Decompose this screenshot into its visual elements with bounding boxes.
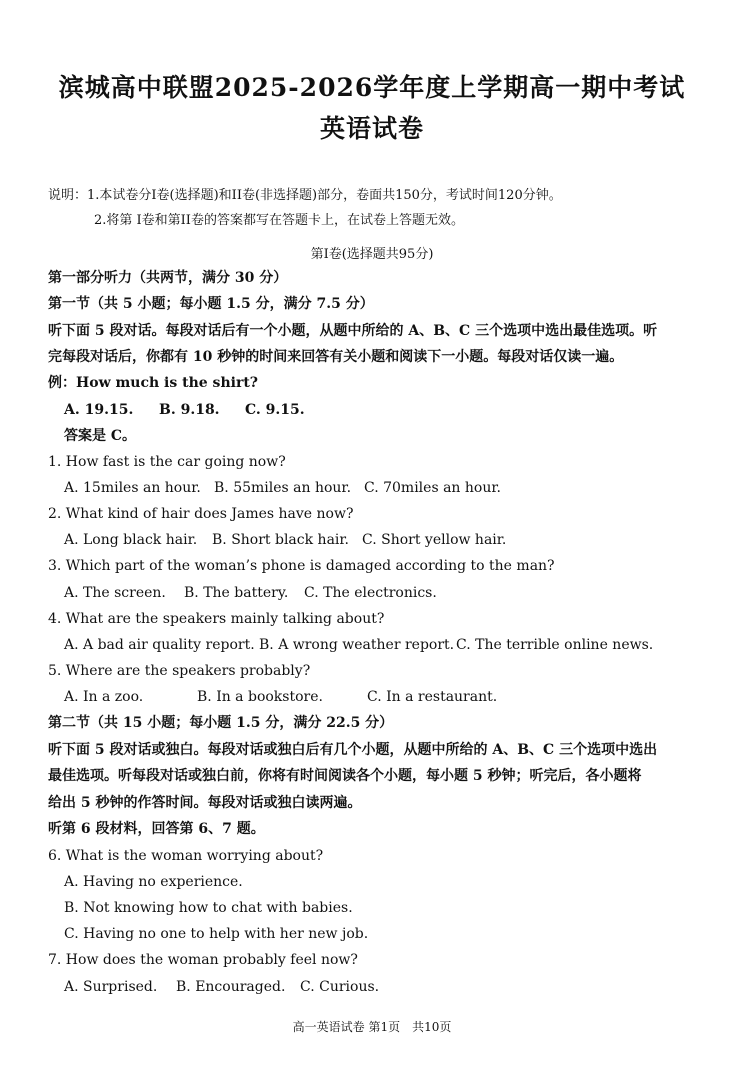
q2-option-a: A. Long black hair.	[64, 532, 198, 548]
q3-option-b: B. The battery.	[184, 585, 289, 601]
q2-option-c: C. Short yellow hair.	[362, 532, 507, 548]
q7-option-a: A. Surprised.	[64, 979, 158, 995]
q7-option-c: C. Curious.	[300, 979, 380, 995]
section2-instr-1: 听下面 5 段对话或独白。每段对话或独白后有几个小题，从题中所给的 A、B、C 三个选项中选出	[48, 742, 658, 758]
q6-option-a: A. Having no experience.	[64, 874, 243, 890]
q1-option-c: C. 70miles an hour.	[364, 480, 501, 496]
section1-heading: 第一节（共 5 小题；每小题 1.5 分，满分 7.5 分）	[48, 296, 374, 312]
q4-option-c: C. The terrible online news.	[456, 637, 654, 653]
q5-option-a: A. In a zoo.	[64, 689, 144, 705]
question-3: 3. Which part of the woman’s phone is damaged according to the man?	[48, 558, 555, 574]
page-footer: 高一英语试卷 第1页 共10页	[292, 1020, 452, 1034]
q2-option-b: B. Short black hair.	[212, 532, 349, 548]
q1-option-a: A. 15miles an hour.	[64, 480, 201, 496]
part1-heading: 第一部分听力（共两节，满分 30 分）	[48, 270, 288, 286]
question-1: 1. How fast is the car going now?	[48, 454, 286, 470]
question-5: 5. Where are the speakers probably?	[48, 663, 311, 679]
q6-option-c: C. Having no one to help with her new job.	[64, 926, 369, 942]
material-6-heading: 听第 6 段材料，回答第 6、7 题。	[48, 821, 265, 837]
q5-option-b: B. In a bookstore.	[197, 689, 323, 705]
q5-option-c: C. In a restaurant.	[367, 689, 498, 705]
q1-option-b: B. 55miles an hour.	[214, 480, 352, 496]
question-6: 6. What is the woman worrying about?	[48, 848, 324, 864]
q4-option-b: B. A wrong weather report.	[259, 637, 455, 653]
exam-subtitle: 英语试卷	[319, 114, 424, 143]
q3-option-a: A. The screen.	[64, 585, 166, 601]
question-4: 4. What are the speakers mainly talking about?	[48, 611, 385, 627]
q6-option-b: B. Not knowing how to chat with babies.	[64, 900, 353, 916]
section2-heading: 第二节（共 15 小题；每小题 1.5 分，满分 22.5 分）	[48, 715, 394, 731]
question-2: 2. What kind of hair does James have now?	[48, 506, 354, 522]
exam-title: 滨城高中联盟2025-2026学年度上学期高一期中考试	[58, 73, 686, 102]
example-option-c: C. 9.15.	[245, 402, 305, 418]
example-question: 例：How much is the shirt?	[48, 375, 258, 391]
question-7: 7. How does the woman probably feel now?	[48, 952, 358, 968]
note-line-1: 说明：1.本试卷分I卷(选择题)和II卷(非选择题)部分，卷面共150分，考试时间120分钟。	[48, 188, 562, 203]
example-option-a: A. 19.15.	[64, 402, 134, 418]
section2-instr-2: 最佳选项。听每段对话或独白前，你将有时间阅读各个小题，每小题 5 秒钟；听完后，各小题将	[48, 768, 642, 784]
q3-option-c: C. The electronics.	[304, 585, 437, 601]
volume-header: 第I卷(选择题共95分)	[310, 247, 434, 262]
section2-instr-3: 给出 5 秒钟的作答时间。每段对话或独白读两遍。	[48, 795, 362, 811]
example-option-b: B. 9.18.	[159, 402, 220, 418]
example-answer: 答案是 C。	[64, 428, 137, 444]
q4-option-a: A. A bad air quality report.	[64, 637, 255, 653]
section1-instr-1: 听下面 5 段对话。每段对话后有一个小题，从题中所给的 A、B、C 三个选项中选出最佳选项。听	[48, 323, 658, 339]
q7-option-b: B. Encouraged.	[176, 979, 286, 995]
section1-instr-2: 完每段对话后，你都有 10 秒钟的时间来回答有关小题和阅读下一小题。每段对话仅读一遍。	[48, 349, 624, 365]
note-line-2: 2.将第 I卷和第II卷的答案都写在答题卡上，在试卷上答题无效。	[94, 213, 464, 228]
